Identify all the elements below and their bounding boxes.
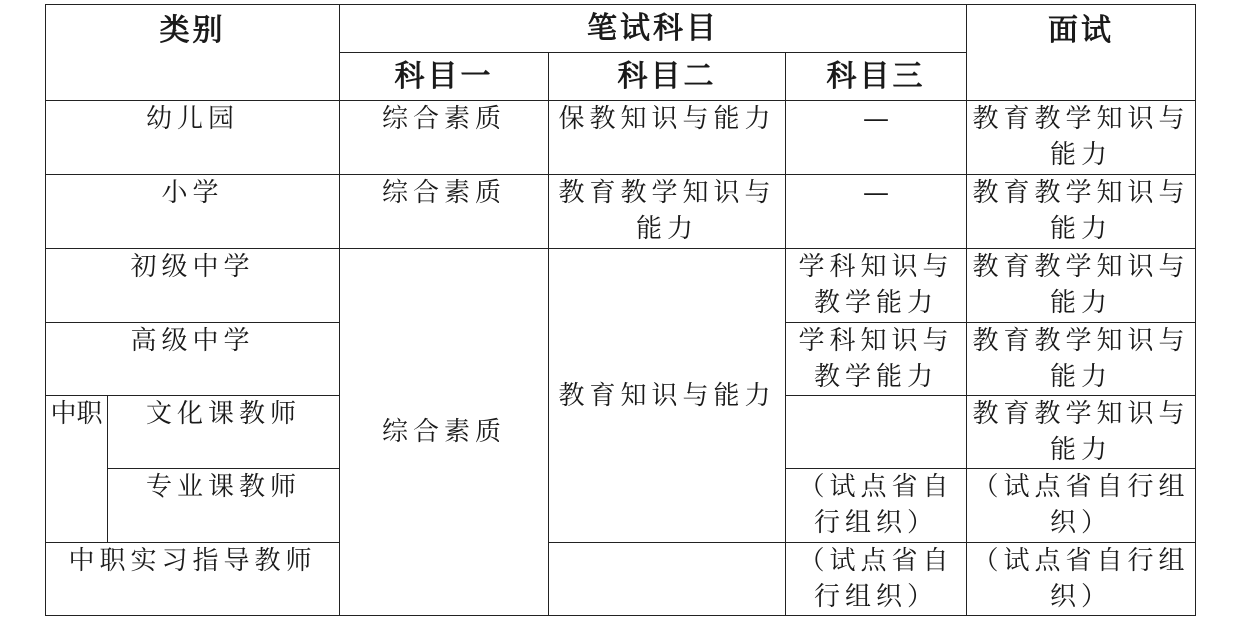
row-internship-category: 中职实习指导教师: [46, 543, 340, 616]
row-senior-high-interview: 教育教学知识与能力: [967, 323, 1196, 396]
header-subject-2: 科目二: [549, 53, 786, 101]
row-kindergarten-subject-2: 保教知识与能力: [549, 101, 786, 175]
row-kindergarten-subject-3: —: [786, 101, 967, 175]
row-primary-subject-2: 教育教学知识与能力: [549, 175, 786, 249]
row-specialty-teacher-interview: （试点省自行组织）: [967, 469, 1196, 543]
row-junior-high-category: 初级中学: [46, 249, 340, 323]
row-junior-high-interview: 教育教学知识与能力: [967, 249, 1196, 323]
row-senior-high-category: 高级中学: [46, 323, 340, 396]
row-kindergarten-interview: 教育教学知识与能力: [967, 101, 1196, 175]
row-primary-category: 小学: [46, 175, 340, 249]
row-culture-teacher-interview: 教育教学知识与能力: [967, 396, 1196, 469]
row-specialty-teacher-category: 专业课教师: [108, 469, 340, 543]
row-primary-subject-3: —: [786, 175, 967, 249]
row-internship-subject-2: [549, 543, 786, 616]
shared-subject-2: 教育知识与能力: [549, 249, 786, 543]
row-primary-subject-1: 综合素质: [340, 175, 549, 249]
header-subject-1: 科目一: [340, 53, 549, 101]
row-internship-interview: （试点省自行组织）: [967, 543, 1196, 616]
row-kindergarten-category: 幼儿园: [46, 101, 340, 175]
row-specialty-teacher-subject-3: （试点省自行组织）: [786, 469, 967, 543]
row-senior-high-subject-3: 学科知识与教学能力: [786, 323, 967, 396]
row-culture-teacher-subject-3: [786, 396, 967, 469]
header-interview: 面试: [967, 5, 1196, 101]
row-kindergarten-subject-1: 综合素质: [340, 101, 549, 175]
exam-subjects-table: [45, 4, 1196, 616]
header-subject-3: 科目三: [786, 53, 967, 101]
row-primary-interview: 教育教学知识与能力: [967, 175, 1196, 249]
vocational-group-label: 中职: [46, 396, 108, 543]
header-written-subjects: 笔试科目: [340, 5, 967, 53]
shared-subject-1: 综合素质: [340, 249, 549, 616]
row-internship-subject-3: （试点省自行组织）: [786, 543, 967, 616]
row-culture-teacher-category: 文化课教师: [108, 396, 340, 469]
row-junior-high-subject-3: 学科知识与教学能力: [786, 249, 967, 323]
header-category: 类别: [46, 5, 340, 101]
